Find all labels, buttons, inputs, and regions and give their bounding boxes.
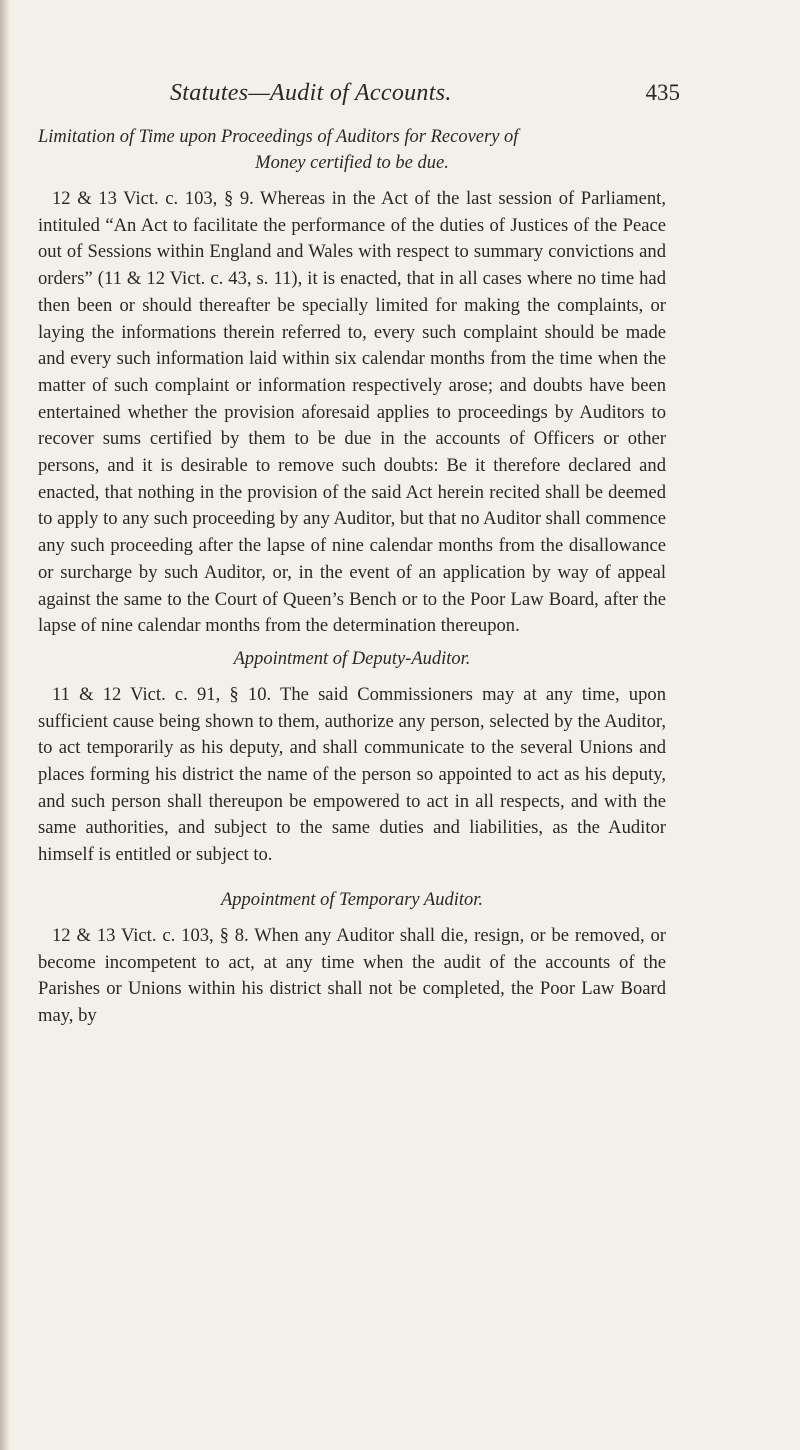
- section-limitation-of-time: [38, 124, 666, 640]
- section-heading: Appointment of Deputy-Auditor.: [233, 648, 471, 669]
- section-body: 12 & 13 Vict. c. 103, § 8. When any Auditor shall die, resign, or be removed, or become incompetent to act, at any time when the audit of the accounts of the Parishes or Unions within his district shall not be completed, the Poor Law Board may, by: [38, 924, 666, 1026]
- section-deputy-auditor: [38, 646, 666, 869]
- page-content: [38, 124, 666, 1036]
- heading-line-1: Limitation of Time upon Proceedings of Auditors for Recovery of: [38, 127, 519, 147]
- page-number: 435: [645, 80, 680, 105]
- section-body: 12 & 13 Vict. c. 103, § 9. Whereas in the Act of the last session of Parliament, intituled “An Act to facilitate the performance of the duties of Justices of the Peace out of Sessions within England and Wales with respect to summary convictions and orders” (11 & 12 Vict. c. 43, s. 11), it is enacted, that in all cases where no time had then been or should thereafter be specially limited for making the complaints, or laying the informations therein referred to, every such complaint should be made and every such information laid within six calendar months from the time when the matter of such complaint or information respectively arose; and doubts have been entertained whether the provision aforesaid applies to proceedings by Auditors to recover sums certified by them to be due in the accounts of Officers or other persons, and it is desirable to remove such doubts: Be it therefore declared and enacted, that nothing in the provision of the said Act herein recited shall be deemed to apply to any such proceeding by any Auditor, but that no Auditor shall commence any such proceeding after the lapse of nine calendar months from the disallowance or surcharge by such Auditor, or, in the event of an application by way of appeal against the same to the Court of Queen’s Bench or to the Poor Law Board, after the lapse of nine calendar months from the determination thereupon.: [38, 188, 666, 637]
- binding-edge: [0, 0, 10, 1450]
- running-title: Statutes—Audit of Accounts.: [170, 80, 452, 106]
- section-heading: Appointment of Temporary Auditor.: [220, 889, 484, 910]
- heading-line-2: Money certified to be due.: [255, 153, 449, 173]
- section-heading: [38, 124, 666, 176]
- section-body: 11 & 12 Vict. c. 91, § 10. The said Commissioners may at any time, upon sufficient cause being shown to them, authorize any person, selected by the Auditor, to act temporarily as his deputy, and shall communicate to the several Unions and places forming his district the name of the person so appointed to act as his deputy, and such person shall thereupon be empowered to act in all respects, and with the same authorities, and subject to the same duties and liabilities, as the Auditor himself is entitled or subject to.: [38, 683, 666, 866]
- page-header: [150, 80, 680, 112]
- section-temporary-auditor: [38, 887, 666, 1030]
